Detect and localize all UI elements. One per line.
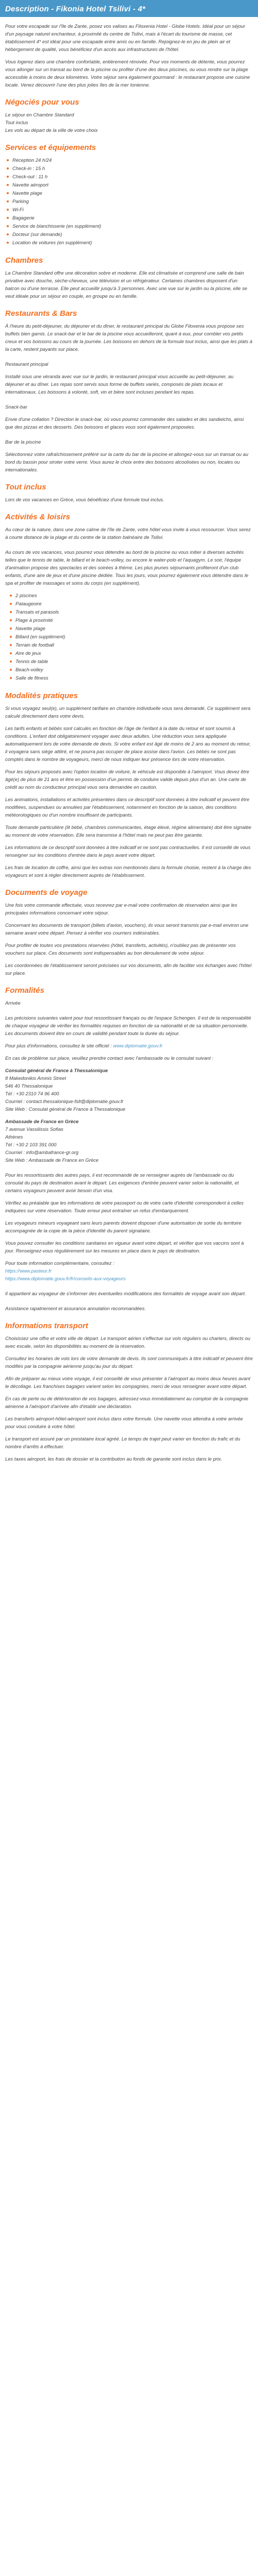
section-title-documents: Documents de voyage: [5, 888, 88, 897]
list-item: Pataugeoire: [5, 600, 253, 608]
list-item: Navette plage: [5, 624, 253, 633]
bullet-icon: [7, 209, 9, 211]
list-item: Plage à proximité: [5, 616, 253, 624]
consulat-line: 546 40 Thessalonique: [5, 1083, 53, 1089]
ambassade-line: Athènes: [5, 1134, 23, 1140]
list-item: Wi-Fi: [5, 206, 253, 214]
bar-subtitle: Bar de la piscine: [5, 439, 41, 445]
activites-list: [5, 591, 253, 682]
bullet-icon: [7, 176, 9, 178]
list-item: Transats et parasols: [5, 608, 253, 616]
intro-paragraph: Pour votre escapade sur l'île de Zante, posez vos valises au Filoxenia Hotel - Globe Hotels. Idéal pour un séjour d'un paysage naturel enchanteur, à proximité du centre de Tsilivi, mais à l'écart du tourisme de masse, cet établissement 4* est idéal pour une escapade entre amis ou en famille. Rejoignez-le en jeu de plein air et hébergement de qualité, vous bénéficiez d'un accès aux infrastructures de l'hôtel.: [5, 23, 246, 52]
section-title-services: Services et équipements: [5, 143, 96, 152]
main-content: [0, 17, 258, 1463]
bullet-icon: [7, 159, 9, 161]
bullet-icon: [7, 192, 9, 194]
formalites-paragraph: Il appartient au voyageur de s'informer des éventuelles modifications des formalités de voyage avant son départ.: [5, 1291, 246, 1296]
ambassade-line: 7 avenue Vassilissis Sofias: [5, 1126, 63, 1132]
bullet-icon: [7, 200, 9, 202]
negocies-line: Tout inclus: [5, 120, 28, 125]
list-item: Location de voitures (en supplément): [5, 239, 253, 247]
formalites-paragraph: Pour les ressortissants des autres pays, il est recommandé de se renseigner auprès de l'ambassade ou du consulat du pays de destination avant le départ. Les exigences d'entrée peuvent varier selon la nationalité, et certains voyageurs peuvent avoir besoin d'un visa.: [5, 1172, 239, 1193]
section-title-transport: Informations transport: [5, 1321, 88, 1330]
ambassade-block: [5, 1117, 253, 1164]
consulat-line: 8 Makedonikis Aminis Street: [5, 1075, 66, 1081]
bullet-icon: [10, 652, 12, 654]
arrivee-label: Arrivée: [5, 1000, 21, 1006]
section-title-modalites: Modalités pratiques: [5, 691, 78, 700]
formalites-paragraph: Assistance rapatriement et assurance annulation recommandées.: [5, 1306, 146, 1311]
transport-paragraph: Choisissez une offre et votre ville de départ. Le transport aérien s'effectue sur vols réguliers ou charters, directs ou avec escale, selon les disponibilités au moment de la réservation.: [5, 1335, 250, 1349]
activites-paragraph: Au cœur de la nature, dans une zone calme de l'île de Zante, votre hôtel vous invite à vous ressourcer. Vous serez à courte distance de la plage et du centre de la station balnéaire de Tsilivi.: [5, 527, 251, 540]
list-item: Billard (en supplément): [5, 633, 253, 641]
documents-paragraph: Pour profiter de toutes vos prestations réservées (hôtel, transferts, activités), n'oubliez pas de présenter vos vouchers sur place. Ces documents sont indispensables au bon déroulement de votre séjour.: [5, 942, 236, 956]
modalites-paragraph: Les frais de location de coffre, ainsi que les extras non mentionnés dans la formule choisie, restent à la charge des voyageurs et sont à régler directement auprès de l'établissement.: [5, 865, 251, 878]
transport-paragraph: Le transport est assuré par un prestataire local agréé. Le temps de trajet peut varier en fonction du trafic et du nombre d'arrêts à effectuer.: [5, 1436, 240, 1449]
bullet-icon: [10, 636, 12, 638]
section-title-negocies: Négociés pour vous: [5, 98, 79, 107]
consulat-block: [5, 1066, 253, 1113]
bullet-icon: [10, 603, 12, 605]
ambassade-line: Tél : +30 2 103 391 000: [5, 1142, 57, 1147]
consulat-line: Site Web : Consulat général de France à Thessalonique: [5, 1106, 125, 1112]
transport-paragraph: Afin de préparer au mieux votre voyage, il est conseillé de vous présenter à l'aéroport au moins deux heures avant le décollage. Les franchises bagages varient selon les compagnies, merci de vous renseigner avant votre départ.: [5, 1376, 250, 1389]
list-item: Beach-volley: [5, 666, 253, 674]
restaurants-paragraph: Sélectionnez votre rafraîchissement préféré sur la carte du bar de la piscine et allongez-vous sur un transat ou au bord du bassin pour siroter votre verre. Vous aurez le choix entre des boissons alcoolisées ou non, locales ou internationales.: [5, 451, 249, 472]
section-title-activites: Activités & loisirs: [5, 513, 70, 521]
formalites-paragraph: Vous pouvez consulter les conditions sanitaires en vigueur avant votre départ, et vérifier que vos vaccins sont à jour. Renseignez-vous régulièrement sur les mesures en place dans le pays de destination.: [5, 1240, 244, 1253]
list-item: Bagagerie: [5, 214, 253, 222]
list-item: Check-in : 15 h: [5, 164, 253, 173]
ambassade-line: Courriel : info@ambafrance-gr.org: [5, 1149, 79, 1155]
toutinclus-paragraph: Lors de vos vacances en Grèce, vous bénéficiez d'une formule tout inclus.: [5, 497, 165, 502]
list-item: Docteur (sur demande): [5, 230, 253, 239]
consulat-line: Tél : +30 2310 74 96 400: [5, 1091, 59, 1096]
documents-paragraph: Une fois votre commande effectuée, vous recevrez par e-mail votre confirmation de réservation ainsi que les principales informations concernant votre séjour.: [5, 902, 237, 916]
snack-subtitle: Snack-bar: [5, 404, 27, 410]
negocies-line: Les vols au départ de la ville de votre choix: [5, 127, 98, 133]
consulat-line: Courriel : contact.thessalonique-fslt@diplomatie.gouv.fr: [5, 1098, 124, 1104]
diplomatie-link[interactable]: www.diplomatie.gouv.fr: [113, 1043, 163, 1048]
bullet-icon: [7, 233, 9, 235]
bullet-icon: [10, 669, 12, 671]
list-item: Parking: [5, 197, 253, 206]
pasteur-link[interactable]: https://www.pasteur.fr: [5, 1268, 52, 1274]
modalites-paragraph: Pour les séjours proposés avec l'option location de voiture, le véhicule est disponible à l'aéroport. Vous devez être âgé(e) de plus de 21 ans et être en possession d'un permis de conduire valide depuis plus d'un an. Une carte de crédit au nom du conducteur principal vous sera demandée en caution.: [5, 769, 249, 790]
chambres-paragraph: La Chambre Standard offre une décoration sobre et moderne. Elle est climatisée et comprend une salle de bain privative avec douche, sèche-cheveux, une télévision et un réfrigérateur. Certaines chambres disposent d'un balcon ou d'une terrasse. Elle peut accueillir jusqu'à 3 personnes. Avec une vue sur le jardin ou la piscine, elle se veut idéale pour un séjour en couple, en groupe ou en famille.: [5, 270, 247, 299]
bullet-icon: [10, 611, 12, 613]
activites-paragraph: Au cours de vos vacances, vous pourrez vous détendre au bord de la piscine ou vous initier à diverses activités telles que le tennis de table, le billard et le beach-volley, ou encore le water-polo et l'aquagym. Le soir, l'équipe d'animation propose des spectacles et des soirées à thème. Les plus jeunes séjournants profiteront d'un club enfants, d'une aire de jeux et d'une piscine dédiée. Tous les jours, vous pourrez également vous détendre dans le spa et profiter de massages et soins du corps (en supplément).: [5, 549, 249, 586]
list-item: Service de blanchisserie (en supplément): [5, 222, 253, 230]
consulat-name: Consulat général de France à Thessalonique: [5, 1067, 108, 1073]
transport-paragraph: Les taxes aéroport, les frais de dossier et la contribution au fonds de garantie sont inclus dans le prix.: [5, 1456, 222, 1462]
restaurants-paragraph: À l'heure du petit-déjeuner, du déjeuner et du dîner, le restaurant principal du Globe Filoxenia vous propose ses buffets bien garnis. Le snack-bar et le bar de la piscine vous accueilleront, quant à eux, pour combler vos petits creux et vos boissons au cours de la journée. Les boissons en dehors de la formule tout inclus, ainsi que les plats à la carte, restent payants sur place.: [5, 323, 252, 352]
formalites-paragraph: En cas de problème sur place, veuillez prendre contact avec l'ambassade ou le consulat suivant :: [5, 1055, 214, 1061]
bullet-icon: [7, 242, 9, 244]
section-title-formalites: Formalités: [5, 986, 44, 995]
documents-paragraph: Les coordonnées de l'établissement seront précisées sur vos documents, afin de faciliter vos échanges avec l'hôtel sur place.: [5, 962, 252, 976]
bullet-icon: [7, 217, 9, 219]
page-title: Description - Fikonia Hotel Tsilivi - 4*: [5, 5, 146, 13]
list-item: Check-out : 11 h: [5, 173, 253, 181]
bullet-icon: [7, 184, 9, 186]
header-bar: [0, 0, 258, 17]
ambassade-line: Site Web : Ambassade de France en Grèce: [5, 1157, 99, 1163]
bullet-icon: [10, 677, 12, 679]
restaurants-paragraph: Installé sous une véranda avec vue sur le jardin, le restaurant principal vous accueille au petit-déjeuner, au déjeuner et au dîner. Les repas sont servis sous forme de buffets variés, composés de plats locaux et internationaux. Les boissons à volonté, soft, vin et bière sont incluses pendant les repas.: [5, 374, 234, 395]
formalites-paragraph: Les précisions suivantes valent pour tout ressortissant français ou de l'espace Schengen. Il est de la responsabilité de chaque voyageur de vérifier les formalités requises en fonction de sa nationalité et de sa situation personnelle. Les documents doivent être en cours de validité pendant toute la durée du séjour.: [5, 1015, 251, 1036]
list-item: 2 piscines: [5, 591, 253, 600]
list-item: Terrain de football: [5, 641, 253, 649]
formalites-paragraph: Les voyageurs mineurs voyageant sans leurs parents doivent disposer d'une autorisation de sortie du territoire accompagnée de la copie de la pièce d'identité du parent signataire.: [5, 1220, 241, 1233]
bullet-icon: [10, 660, 12, 663]
list-item: Navette plage: [5, 189, 253, 197]
bullet-icon: [7, 225, 9, 227]
services-list: [5, 156, 253, 247]
list-item: Salle de fitness: [5, 674, 253, 682]
list-item: Navette aéroport: [5, 181, 253, 189]
ambassade-name: Ambassade de France en Grèce: [5, 1118, 79, 1124]
list-item: Tennis de table: [5, 657, 253, 666]
section-title-restaurants: Restaurants & Bars: [5, 309, 77, 318]
bullet-icon: [10, 595, 12, 597]
modalites-paragraph: Les animations, installations et activités présentées dans ce descriptif sont données à titre indicatif et peuvent être modifiées, suspendues ou annulées par l'établissement, notamment en fonction de la saison, des conditions météorologiques ou d'un nombre insuffisant de participants.: [5, 796, 250, 818]
transport-paragraph: Consultez les horaires de vols lors de votre demande de devis. Ils sont communiqués à titre indicatif et peuvent être modifiés par la compagnie aérienne jusqu'au jour du départ.: [5, 1355, 253, 1369]
negocies-line: Le séjour en Chambre Standard: [5, 112, 74, 117]
section-title-chambres: Chambres: [5, 256, 43, 265]
conseils-link[interactable]: https://www.diplomatie.gouv.fr/fr/conseils-aux-voyageurs: [5, 1276, 126, 1281]
bullet-icon: [7, 167, 9, 170]
restaurants-paragraph: Envie d'une collation ? Direction le snack-bar, où vous pourrez commander des salades et des sandwichs, ainsi que des pizzas et des desserts. Des boissons et glaces vous sont également proposées.: [5, 416, 244, 430]
list-item: Réception 24 h/24: [5, 156, 253, 164]
bullet-icon: [10, 628, 12, 630]
modalites-paragraph: Les tarifs enfants et bébés sont calculés en fonction de l'âge de l'enfant à la date du retour et sont soumis à conditions. L'enfant doit obligatoirement voyager avec deux adultes. Une réduction vous sera appliquée automatiquement lors de votre demande de devis. Si votre enfant est âgé de moins de 2 ans au moment du retour, il voyagera sans siège attitré, et ne pourra pas occuper de place assise dans l'avion. Les bébés ne sont pas comptés dans le nombre de voyageurs, merci de nous indiquer leur présence lors de votre réservation.: [5, 725, 251, 762]
modalites-paragraph: Si vous voyagez seul(e), un supplément tarifaire en chambre individuelle vous sera demandé. Ce supplément sera calculé directement dans votre devis.: [5, 705, 251, 719]
bullet-icon: [10, 619, 12, 621]
documents-paragraph: Concernant les documents de transport (billets d'avion, vouchers), ils vous seront transmis par e-mail environ une semaine avant votre départ. Pensez à vérifier vos courriers indésirables.: [5, 922, 249, 936]
section-title-toutinclus: Tout inclus: [5, 483, 46, 492]
modalites-paragraph: Les informations de ce descriptif sont données à titre indicatif et ne sont pas contractuelles. Il est conseillé de vous renseigner sur les conditions d'entrée dans le pays avant votre départ.: [5, 844, 251, 858]
transport-paragraph: Les transferts aéroport-hôtel-aéroport sont inclus dans votre formule. Une navette vous attendra à votre arrivée pour vous conduire à votre hôtel.: [5, 1416, 243, 1429]
formalites-paragraph: Pour toute information complémentaire, consultez : https://www.pasteur.fr https://www.diplomatie.gouv.fr/fr/conseils-aux-voyageurs: [5, 1260, 126, 1281]
modalites-paragraph: Toute demande particulière (lit bébé, chambres communicantes, étage élevé, régime alimentaire) doit être signalée au moment de votre réservation. Elle sera transmise à l'hôtel mais ne peut pas être garantie.: [5, 824, 251, 838]
bullet-icon: [10, 644, 12, 646]
formalites-paragraph: Pour plus d'informations, consultez le site officiel : www.diplomatie.gouv.fr: [5, 1043, 163, 1048]
list-item: Aire de jeux: [5, 649, 253, 657]
restaurant-subtitle: Restaurant principal: [5, 361, 49, 367]
intro-paragraph: Vous logerez dans une chambre confortable, entièrement rénovée. Pour vos moments de détente, vous pourrez vous allonger sur un transat au bord de la piscine ou profiter d'une des deux piscines, ou vous rendre sur la plage accessible à moins de deux kilomètres. Votre séjour sera également gourmand : le restaurant propose une cuisine locale. Venez découvrir l'une des plus jolies îles de la mer Ionienne.: [5, 59, 250, 88]
formalites-paragraph: Vérifiez au préalable que les informations de votre passeport ou de votre carte d'identité correspondent à celles indiquées sur votre réservation. Toute erreur peut entraîner un refus d'embarquement.: [5, 1200, 244, 1213]
negocies-list: [5, 111, 253, 134]
transport-paragraph: En cas de perte ou de détérioration de vos bagages, adressez-vous immédiatement au comptoir de la compagnie aérienne à l'aéroport d'arrivée afin d'établir une déclaration.: [5, 1396, 249, 1409]
